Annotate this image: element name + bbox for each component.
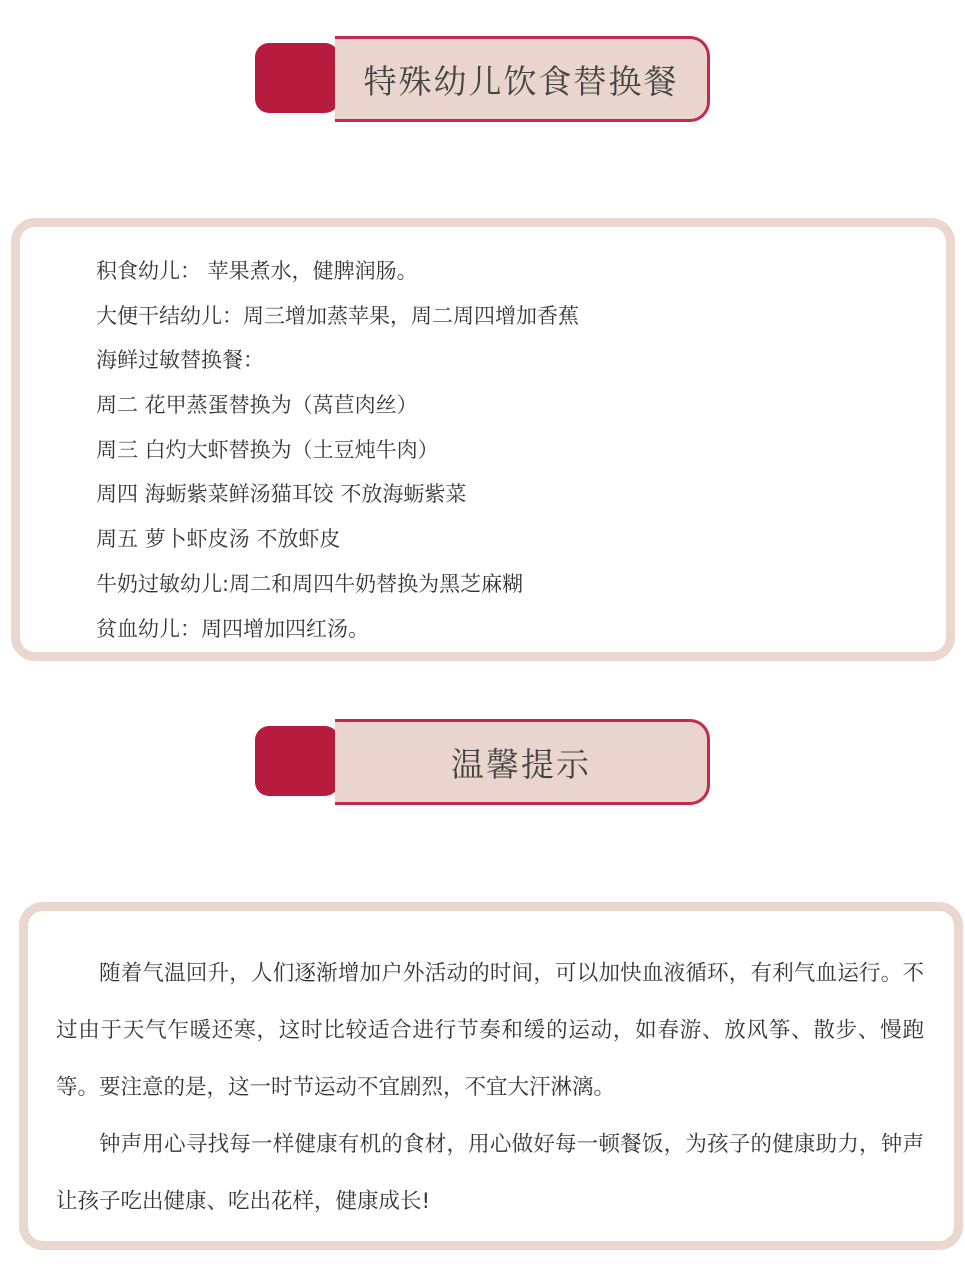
section-title-banner-diet (255, 36, 710, 120)
tips-box (19, 902, 963, 1250)
diet-replacement-box (11, 218, 955, 661)
section-title-diet: 特殊幼儿饮食替换餐 (363, 61, 679, 101)
diet-line: 海鲜过敏替换餐： (96, 348, 264, 373)
section-title-banner-tips (255, 719, 710, 803)
section-title-tips: 温馨提示 (451, 744, 591, 784)
diet-line: 牛奶过敏幼儿:周二和周四牛奶替换为黑芝麻糊 (96, 571, 524, 596)
diet-line: 周五 萝卜虾皮汤 不放虾皮 (96, 527, 341, 552)
banner-title-pill (335, 36, 710, 122)
banner-red-tab (255, 726, 339, 796)
diet-line: 周三 白灼大虾替换为（土豆炖牛肉） (96, 437, 439, 462)
diet-line: 周四 海蛎紫菜鲜汤猫耳饺 不放海蛎紫菜 (96, 482, 467, 507)
diet-line: 周二 花甲蒸蛋替换为（莴苣肉丝） (96, 393, 418, 418)
diet-line: 贫血幼儿：周四增加四红汤。 (96, 616, 369, 641)
tips-paragraph: 随着气温回升，人们逐渐增加户外活动的时间，可以加快血液循环，有利气血运行。不过由于天气乍暖还寒，这时比较适合进行节奏和缓的运动，如春游、放风筝、散步、慢跑等。要注意的是，这一时节运动不宜剧烈，不宜大汗淋漓。 (56, 961, 924, 1100)
banner-red-tab (255, 43, 339, 113)
diet-line: 积食幼儿： 苹果煮水，健脾润肠。 (96, 259, 418, 283)
tips-paragraph: 钟声用心寻找每一样健康有机的食材，用心做好每一顿餐饭，为孩子的健康助力，钟声让孩子吃出健康、吃出花样，健康成长! (56, 1132, 924, 1214)
banner-title-pill (335, 719, 710, 805)
diet-line: 大便干结幼儿：周三增加蒸苹果，周二周四增加香蕉 (96, 303, 579, 328)
